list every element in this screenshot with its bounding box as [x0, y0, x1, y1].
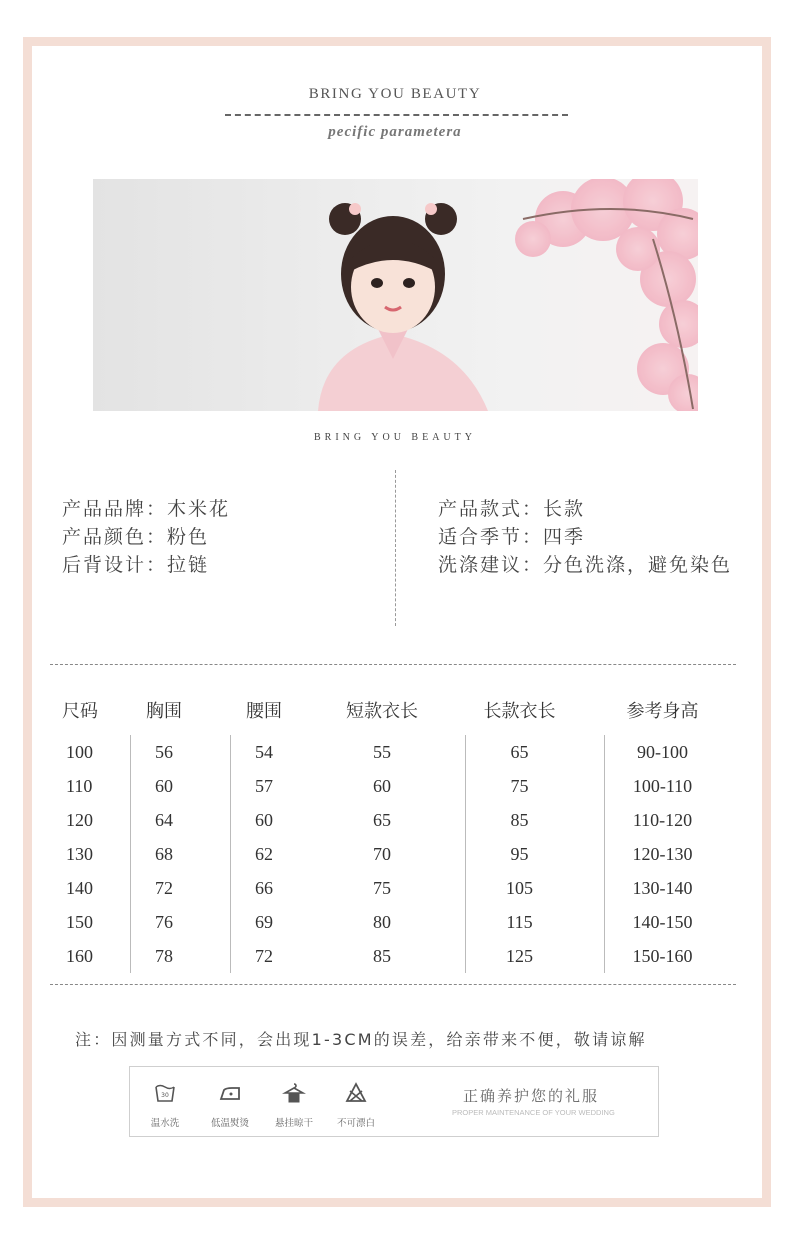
info-label: 产品品牌：: [62, 498, 168, 520]
banner-illustration: [93, 179, 698, 411]
table-cell: 120-130: [632, 844, 693, 864]
info-row-style: [438, 495, 732, 523]
table-cell: 125: [506, 946, 533, 966]
table-cell: 56: [155, 742, 173, 762]
table-cell: 110: [66, 776, 93, 796]
info-value: 粉色: [167, 526, 210, 548]
care-item-warm-wash: [142, 1081, 188, 1129]
table-cell: 64: [155, 810, 173, 830]
info-label: 适合季节：: [438, 526, 544, 548]
table-bottom-divider: [50, 984, 736, 985]
table-cell: 66: [255, 878, 273, 898]
table-cell: 75: [373, 878, 391, 898]
info-value: 长款: [543, 498, 586, 520]
size-table-header: [50, 697, 736, 727]
info-value: 拉链: [167, 554, 210, 576]
care-item-label: 低温熨烫: [210, 1118, 249, 1129]
table-row: [50, 803, 736, 837]
info-value: 木米花: [167, 498, 231, 520]
care-subtitle: PROPER MAINTENANCE OF YOUR WEDDING: [452, 1108, 615, 1117]
table-row: [50, 939, 736, 973]
table-cell: 90-100: [637, 742, 688, 762]
column-separator: [230, 735, 231, 973]
table-cell: 105: [506, 878, 533, 898]
size-table-body: [50, 735, 736, 973]
info-row-wash: [438, 551, 732, 579]
table-cell: 65: [373, 810, 391, 830]
table-cell: 60: [155, 776, 173, 796]
table-cell: 100: [66, 742, 93, 762]
column-header: 尺码: [62, 701, 98, 722]
table-cell: 78: [155, 946, 173, 966]
warm-wash-icon: [153, 1081, 177, 1105]
table-cell: 150-160: [632, 946, 693, 966]
table-cell: 100-110: [632, 776, 693, 796]
column-header: 长款衣长: [483, 701, 556, 722]
measurement-note: 注：因测量方式不同，会出现1-3CM的误差，给亲带来不便，敬请谅解: [75, 1030, 647, 1049]
info-row-season: [438, 523, 732, 551]
info-label: 产品颜色：: [62, 526, 168, 548]
info-value: 分色洗涤，避免染色: [543, 554, 733, 576]
info-row-brand: [62, 495, 230, 523]
table-cell: 130: [66, 844, 93, 864]
table-cell: 160: [66, 946, 93, 966]
girl-figure: [318, 203, 488, 411]
table-cell: 95: [510, 844, 529, 864]
table-cell: 120: [66, 810, 93, 830]
column-header: 短款衣长: [346, 701, 418, 722]
table-cell: 140: [66, 878, 93, 898]
table-cell: 62: [255, 844, 273, 864]
table-top-divider: [50, 664, 736, 665]
column-separator: [130, 735, 131, 973]
table-cell: 140-150: [632, 912, 693, 932]
column-header: 参考身高: [626, 701, 699, 722]
care-item-label: 不可漂白: [336, 1118, 375, 1129]
header-divider: [225, 114, 568, 116]
info-row-color: [62, 523, 230, 551]
care-title: 正确养护您的礼服: [463, 1087, 600, 1105]
banner-caption: BRING YOU BEAUTY: [314, 432, 476, 443]
care-item-hang-dry: [266, 1081, 322, 1129]
info-label: 洗涤建议：: [438, 554, 544, 576]
table-cell: 60: [373, 776, 391, 796]
info-value: 四季: [543, 526, 586, 548]
table-cell: 55: [373, 742, 391, 762]
no-bleach-icon: [344, 1081, 368, 1105]
care-item-low-temp-iron: [200, 1081, 260, 1129]
table-cell: 130-140: [632, 878, 693, 898]
table-row: [50, 837, 736, 871]
care-item-label: 悬挂晾干: [274, 1118, 313, 1129]
table-cell: 54: [255, 742, 273, 762]
product-info-right: [438, 495, 732, 579]
svg-text:30: 30: [161, 1092, 169, 1099]
care-instructions-box: [129, 1066, 659, 1137]
table-cell: 85: [510, 810, 529, 830]
table-row: [50, 769, 736, 803]
table-cell: 75: [510, 776, 529, 796]
info-label: 产品款式：: [438, 498, 544, 520]
header-subtitle: pecific parametera: [328, 124, 462, 140]
table-cell: 65: [510, 742, 529, 762]
column-separator: [465, 735, 466, 973]
table-cell: 68: [155, 844, 173, 864]
table-cell: 70: [373, 844, 391, 864]
size-table: [50, 697, 736, 973]
table-cell: 69: [255, 912, 273, 932]
table-cell: 57: [255, 776, 273, 796]
header-title: BRING YOU BEAUTY: [308, 86, 482, 102]
table-row: [50, 735, 736, 769]
care-item-label: 温水洗: [150, 1118, 180, 1129]
info-label: 后背设计：: [62, 554, 168, 576]
table-cell: 80: [373, 912, 391, 932]
product-info-left: [62, 495, 230, 579]
column-header: 腰围: [246, 701, 282, 722]
table-cell: 110-120: [632, 810, 693, 830]
product-banner-image: [93, 179, 698, 411]
table-cell: 60: [255, 810, 273, 830]
table-row: [50, 905, 736, 939]
info-row-back-design: [62, 551, 230, 579]
care-item-no-bleach: [328, 1081, 384, 1129]
info-divider: [395, 470, 396, 626]
column-separator: [604, 735, 605, 973]
table-row: [50, 871, 736, 905]
low-temp-iron-icon: [218, 1081, 242, 1105]
table-cell: 85: [373, 946, 391, 966]
table-cell: 115: [506, 912, 533, 932]
column-header: 胸围: [146, 701, 182, 722]
table-cell: 72: [255, 946, 273, 966]
table-cell: 76: [155, 912, 173, 932]
table-cell: 150: [66, 912, 93, 932]
table-cell: 72: [155, 878, 173, 898]
hang-dry-icon: [282, 1081, 306, 1105]
